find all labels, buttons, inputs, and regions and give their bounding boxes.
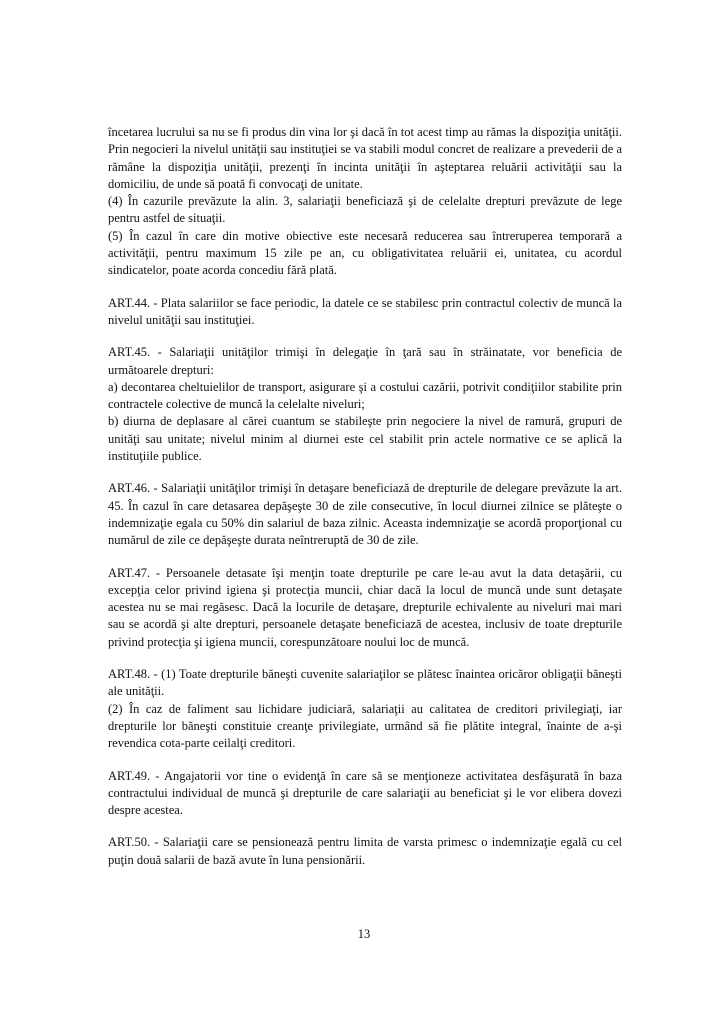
- document-body: [108, 124, 622, 884]
- paragraph: încetarea lucrului sa nu se fi produs din vina lor şi dacă în tot acest timp au rămas la dispoziţia unităţii. Prin negocieri la nivelul unităţii sau instituţiei se va stabili modul concret de realizare a prevederii de a rămâne la dispoziţia unităţii, prezenţi în incinta unităţii în aşteptarea reluării activităţii sau la domiciliu, de unde să poată fi convocaţi de unitate.: [108, 125, 622, 191]
- article-47: [108, 565, 622, 651]
- paragraph: (2) În caz de faliment sau lichidare judiciară, salariaţii au calitatea de creditori privilegiaţi, iar drepturile lor băneşti constituie creanţe privilegiate, urmând să fie plătite integral, înainte de a-şi revendica cota-parte ceilalţi creditori.: [108, 701, 622, 751]
- paragraph-block-art43-continuation: [108, 124, 622, 280]
- paragraph: ART.44. - Plata salariilor se face periodic, la datele ce se stabilesc prin contractul colectiv de muncă la nivelul unităţii sau instituţiei.: [108, 295, 622, 327]
- paragraph: a) decontarea cheltuielilor de transport, asigurare şi a costului cazării, potrivit condiţiilor stabilite prin contractele colective de muncă la celelalte niveluri;: [108, 379, 622, 412]
- article-44: [108, 295, 622, 330]
- paragraph: ART.46. - Salariaţii unităţilor trimişi în detaşare beneficiază de drepturile de delegare prevăzute la art. 45. În cazul în care detasarea depăşeşte 30 de zile consecutive, în locul diurnei zilnice se plăteşte o indemnizaţie egala cu 50% din salariul de baza zilnic. Aceasta indemnizaţie se acordă proporţional cu numărul de zile ce depăşeşte durata neîntreruptă de 30 de zile.: [108, 481, 622, 548]
- article-48: [108, 666, 622, 752]
- article-46: [108, 480, 622, 549]
- paragraph: ART.48. - (1) Toate drepturile băneşti cuvenite salariaţilor se plătesc înaintea oricăror obligaţii băneşti ale unităţii.: [108, 667, 622, 699]
- paragraph: ART.50. - Salariaţii care se pensionează pentru limita de varsta primesc o indemnizaţie egală cu cel puţin două salarii de bază avute în luna pensionării.: [108, 835, 622, 867]
- page-number: 13: [357, 927, 371, 941]
- article-45: [108, 344, 622, 465]
- paragraph: b) diurna de deplasare al cărei cuantum se stabileşte prin negociere la nivel de ramură, grupuri de unităţi sau unitate; nivelul minim al diurnei este cel stabilit prin actele normative ce se aplică la instituţiile publice.: [108, 414, 622, 464]
- paragraph: (5) În cazul în care din motive obiective este necesară reducerea sau întreruperea temporară a activităţii, pentru maximum 15 zile pe an, cu obligativitatea reluării ei, unitatea, cu acordul sindicatelor, poate acorda concediu fără plată.: [108, 228, 622, 278]
- article-50: [108, 834, 622, 869]
- paragraph: ART.47. - Persoanele detasate îşi menţin toate drepturile pe care le-au avut la data detaşării, cu excepţia celor privind igiena şi protecţia muncii, chiar dacă la locul de muncă unde sunt detaşate acestea nu se mai regăsesc. Dacă la locurile de detaşare, drepturile echivalente au niveluri mai mari sau se acordă şi alte drepturi, persoanele detaşate beneficiază de acestea, inclusiv de toate drepturile privind protecţia şi igiena muncii, corespunzătoare noului loc de muncă.: [108, 565, 622, 649]
- paragraph: ART.45. - Salariaţii unităţilor trimişi în delegaţie în ţară sau în străinatate, vor beneficia de următoarele drepturi:: [108, 345, 622, 377]
- paragraph: (4) În cazurile prevăzute la alin. 3, salariaţii beneficiază şi de celelalte drepturi prevăzute de lege pentru astfel de situaţii.: [108, 194, 622, 226]
- article-49: [108, 768, 622, 820]
- paragraph: ART.49. - Angajatorii vor tine o evidenţă în care să se menţioneze activitatea desfăşurată în baza contractului individual de muncă şi drepturile de care salariaţii au beneficiat şi le vor elibera dovezi despre acestea.: [108, 768, 622, 818]
